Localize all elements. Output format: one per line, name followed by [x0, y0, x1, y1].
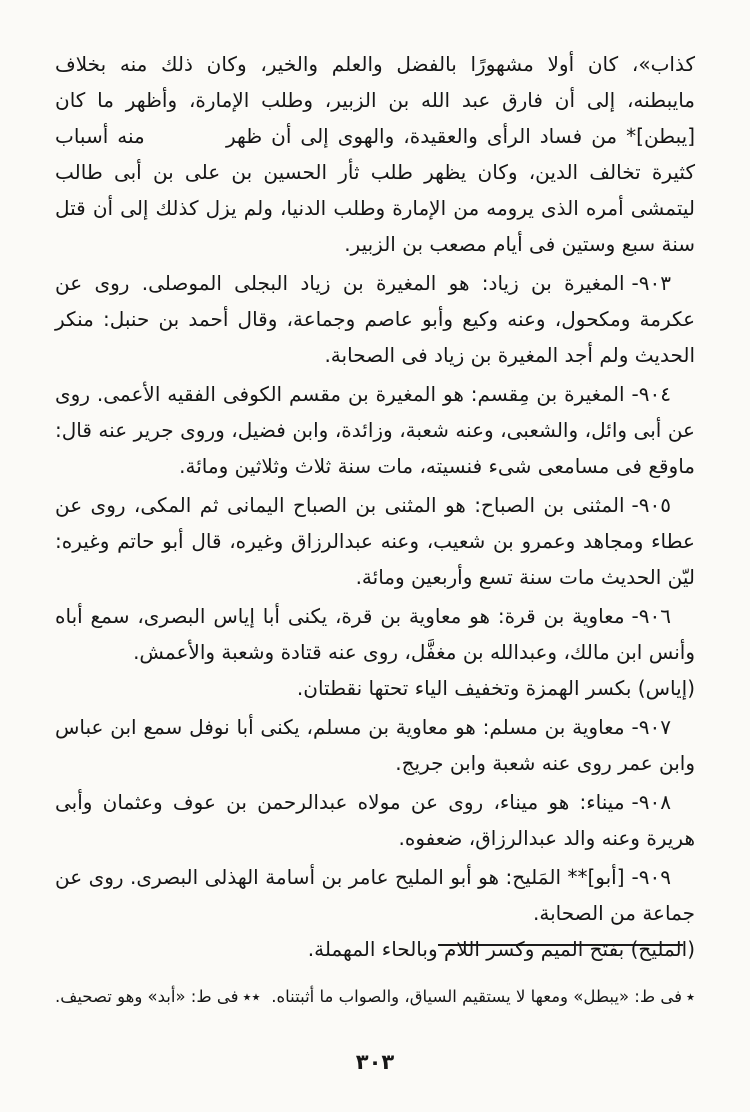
entry-text: معاوية بن مسلم: هو معاوية بن مسلم، يكنى أبا نوفل سمع ابن عباس وابن عمر روى عنه شعبة وابن جريج. — [55, 715, 695, 775]
entry-number: ٩٠٩- — [631, 865, 671, 889]
paragraph-continuation: كذاب»، كان أولا مشهورًا بالفضل والعلم والخير، وكان ذلك منه بخلاف مايبطنه، إلى أن فارق عبد الله بن الزبير، وطلب الإمارة، وأظهر ما كان [يبطن]* من فساد الرأى والعقيدة، والهوى إلى أن ظهر منه أسباب كثيرة تخالف الدين، وكان يظهر طلب ثأر الحسين بن على بن أبى طالب ليتمشى أمره الذى يرومه من الإمارة وطلب الدنيا، ولم يزل كذلك إلى أن قتل سنة سبع وستين فى أيام مصعب بن الزبير. — [55, 52, 695, 256]
main-text-block — [55, 46, 695, 961]
entry-903 — [55, 265, 695, 373]
footnotes-row — [55, 984, 695, 1010]
page-footer — [55, 944, 695, 1074]
entry-text: المثنى بن الصباح: هو المثنى بن الصباح اليمانى ثم المكى، روى عن عطاء ومجاهد وعمرو بن شعيب، وعنه عبدالرزاق وغيره، قال أبو حاتم وغيره: ليّن الحديث مات سنة تسع وأربعين ومائة. — [55, 493, 695, 589]
pronunciation-note-almalih: (المليح) بفتح الميم وكسر اللام وبالحاء المهملة. — [307, 937, 695, 961]
footnote-marker: ٭٭ — [242, 987, 261, 1006]
footnote-text: فى ط: «أبد» وهو تصحيف. — [55, 987, 239, 1006]
entry-number: ٩٠٣- — [631, 271, 671, 295]
entry-905 — [55, 487, 695, 595]
entry-904 — [55, 376, 695, 484]
entry-909 — [55, 859, 695, 931]
entry-text: المغيرة بن زياد: هو المغيرة بن زياد البجلى الموصلى. روى عن عكرمة ومكحول، وعنه وكيع وأبو عاصم وجماعة، وقال أحمد بن حنبل: منكر الحديث ولم أجد المغيرة بن زياد فى الصحابة. — [55, 271, 695, 367]
entry-number: ٩٠٤- — [631, 382, 671, 406]
entry-number: ٩٠٧- — [631, 715, 671, 739]
footnote-1 — [271, 984, 695, 1010]
entry-number: ٩٠٨- — [631, 790, 671, 814]
footnote-text: فى ط: «يبطل» ومعها لا يستقيم السياق، والصواب ما أثبتناه. — [271, 987, 682, 1006]
entry-number: ٩٠٦- — [631, 604, 671, 628]
footnote-marker: ٭ — [686, 987, 695, 1006]
entry-number: ٩٠٥- — [631, 493, 671, 517]
page-number: ٣٠٣ — [355, 1050, 395, 1074]
entry-text: المغيرة بن مِقسم: هو المغيرة بن مقسم الكوفى الفقيه الأعمى. روى عن أبى وائل، والشعبى، وعنه شعبة، وزائدة، وابن فضيل، وروى جرير عنه قال: ماوقع فى مسامعى شىء فنسيته، مات سنة ثلاث وثلاثين ومائة. — [55, 382, 695, 478]
entry-908 — [55, 784, 695, 856]
entry-text: معاوية بن قرة: هو معاوية بن قرة، يكنى أبا إياس البصرى، سمع أباه وأنس ابن مالك، وعبدالله بن مغفَّل، روى عنه قتادة وشعبة والأعمش. — [55, 604, 695, 664]
entry-text: [أبو]** المَليح: هو أبو المليح عامر بن أسامة الهذلى البصرى. روى عن جماعة من الصحابة. — [55, 865, 695, 925]
pronunciation-note-iyas: (إياس) بكسر الهمزة وتخفيف الياء تحتها نقطتان. — [296, 676, 695, 700]
entry-text: ميناء: هو ميناء، روى عن مولاه عبدالرحمن بن عوف وعثمان وأبى هريرة وعنه والد عبدالرزاق، ضعفوه. — [55, 790, 695, 850]
entry-907 — [55, 709, 695, 781]
footnote-separator-rule — [438, 944, 683, 946]
footnote-2 — [55, 984, 261, 1010]
entry-906 — [55, 598, 695, 670]
